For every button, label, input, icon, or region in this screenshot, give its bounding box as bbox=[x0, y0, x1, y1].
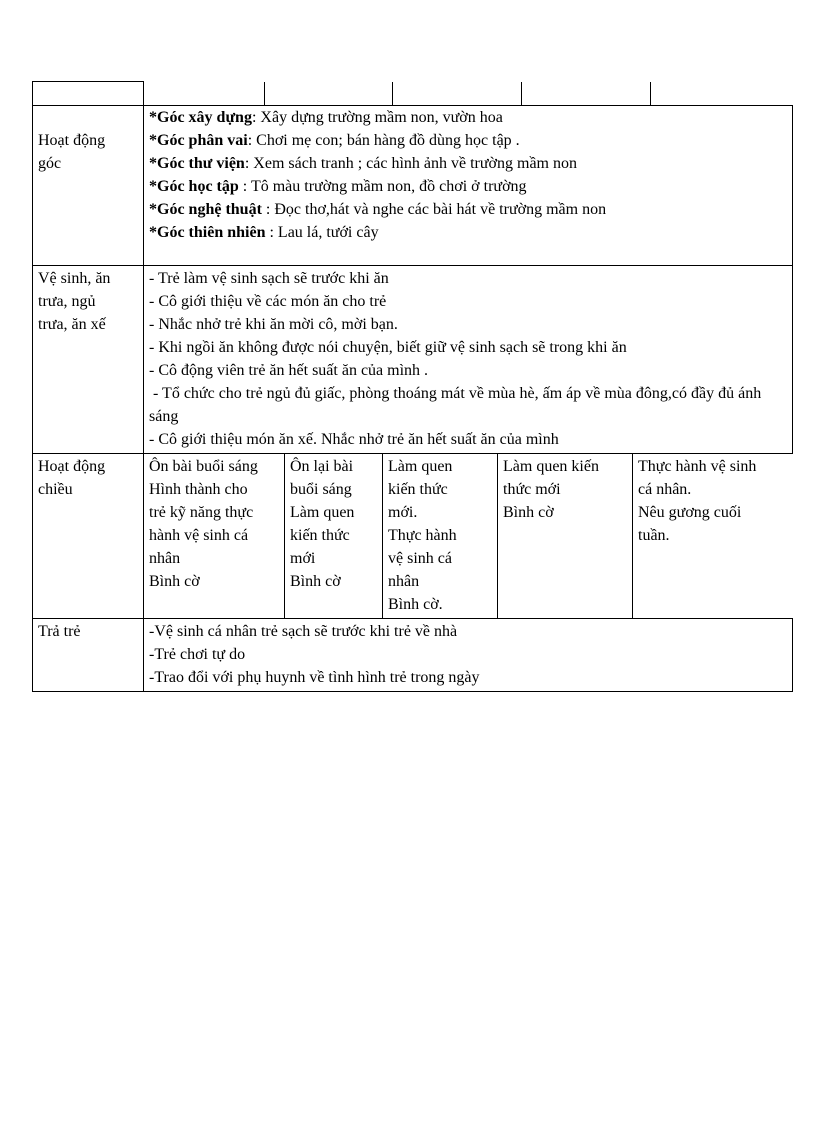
day-line: Ôn bài buổi sáng bbox=[149, 457, 258, 475]
day-line: Bình cờ. bbox=[388, 595, 443, 613]
empty-header-row bbox=[33, 82, 793, 106]
corner-text: Đọc thơ,hát và nghe các bài hát về trường mầm non bbox=[274, 200, 607, 218]
day-line: mới bbox=[290, 549, 316, 567]
meal-line: - Khi ngồi ăn không được nói chuyện, biết giữ vệ sinh sạch sẽ trong khi ăn bbox=[149, 338, 627, 356]
meal-line: - Cô giới thiệu món ăn xế. Nhắc nhở trẻ ăn hết suất ăn của mình bbox=[149, 430, 559, 448]
pickup-label bbox=[33, 618, 144, 691]
row-label-line: chiều bbox=[38, 480, 73, 498]
corner-text: Xem sách tranh ; các hình ảnh về trường mầm non bbox=[253, 154, 577, 172]
day-line: Bình cờ bbox=[290, 572, 341, 590]
separator: : bbox=[244, 154, 254, 172]
corner-text: Xây dựng trường mầm non, vườn hoa bbox=[260, 108, 503, 126]
day-line: kiến thức bbox=[388, 480, 448, 498]
meal-line: - Nhắc nhở trẻ khi ăn mời cô, mời bạn. bbox=[149, 315, 398, 333]
corner-title: *Góc thiên nhiên bbox=[149, 223, 266, 241]
day-line: Nêu gương cuối bbox=[638, 503, 742, 521]
afternoon-day-5 bbox=[633, 454, 793, 618]
day-line: nhân bbox=[388, 572, 420, 590]
row-label-line: Hoạt động bbox=[38, 457, 106, 475]
row-label-line: Trả trẻ bbox=[38, 622, 81, 640]
day-line: Hình thành cho bbox=[149, 480, 248, 498]
day-line: Thực hành vệ sinh bbox=[638, 457, 757, 475]
empty-cell-group bbox=[144, 82, 793, 106]
separator: : bbox=[265, 223, 278, 241]
day-line: vệ sinh cá bbox=[388, 549, 452, 567]
corner-item bbox=[149, 152, 787, 175]
day-line: Làm quen kiến bbox=[503, 457, 599, 475]
pickup-line: -Trẻ chơi tự do bbox=[149, 645, 246, 663]
day-line: tuần. bbox=[638, 526, 670, 544]
day-line: trẻ kỹ năng thực bbox=[149, 503, 254, 521]
meals-label bbox=[33, 265, 144, 453]
pickup-row bbox=[33, 618, 793, 691]
corner-title: *Góc nghệ thuật bbox=[149, 200, 262, 218]
corner-title: *Góc xây dựng bbox=[149, 108, 252, 126]
day-line: buổi sáng bbox=[290, 480, 352, 498]
corner-title: *Góc thư viện bbox=[149, 154, 245, 172]
corner-text: Chơi mẹ con; bán hàng đồ dùng học tập . bbox=[256, 131, 520, 149]
corner-activities-row bbox=[33, 105, 793, 265]
afternoon-days bbox=[144, 453, 793, 618]
day-line: mới. bbox=[388, 503, 418, 521]
afternoon-day-1 bbox=[144, 454, 285, 618]
meal-line: - Cô giới thiệu về các món ăn cho trẻ bbox=[149, 292, 387, 310]
empty-cell bbox=[651, 82, 793, 105]
day-line: kiến thức bbox=[290, 526, 350, 544]
row-label-line: Vệ sinh, ăn bbox=[38, 269, 111, 287]
empty-cell bbox=[33, 82, 144, 106]
empty-cell bbox=[265, 82, 393, 105]
day-line: Làm quen bbox=[388, 457, 453, 475]
pickup-line: -Vệ sinh cá nhân trẻ sạch sẽ trước khi trẻ về nhà bbox=[149, 622, 458, 640]
afternoon-row bbox=[33, 453, 793, 618]
meals-content bbox=[144, 265, 793, 453]
meal-line: - Cô động viên trẻ ăn hết suất ăn của mình . bbox=[149, 361, 429, 379]
day-line: Ôn lại bài bbox=[290, 457, 354, 475]
empty-cell bbox=[522, 82, 651, 105]
corner-title: *Góc phân vai bbox=[149, 131, 248, 149]
day-line: nhân bbox=[149, 549, 181, 567]
corner-text: Tô màu trường mầm non, đồ chơi ở trường bbox=[250, 177, 527, 195]
afternoon-day-2 bbox=[285, 454, 383, 618]
corner-item bbox=[149, 175, 787, 198]
empty-cell bbox=[144, 82, 265, 105]
corner-title: *Góc học tập bbox=[149, 177, 239, 195]
separator: : bbox=[261, 200, 275, 218]
separator: : bbox=[247, 131, 257, 149]
row-label-line: trưa, ngủ bbox=[38, 292, 96, 310]
row-label-line: trưa, ăn xế bbox=[38, 315, 106, 333]
corner-item bbox=[149, 129, 787, 152]
day-line: cá nhân. bbox=[638, 480, 692, 498]
schedule-table bbox=[32, 81, 793, 692]
day-line: Bình cờ bbox=[149, 572, 200, 590]
pickup-content bbox=[144, 618, 793, 691]
row-label-line: góc bbox=[38, 154, 62, 172]
empty-cell bbox=[393, 82, 522, 105]
meal-line: - Trẻ làm vệ sinh sạch sẽ trước khi ăn bbox=[149, 269, 389, 287]
day-line: Bình cờ bbox=[503, 503, 554, 521]
pickup-line: -Trao đổi với phụ huynh về tình hình trẻ trong ngày bbox=[149, 668, 480, 686]
corner-text: Lau lá, tưới cây bbox=[277, 223, 379, 241]
day-line: thức mới bbox=[503, 480, 561, 498]
meals-row bbox=[33, 265, 793, 453]
separator: : bbox=[251, 108, 261, 126]
afternoon-day-3 bbox=[383, 454, 498, 618]
afternoon-label bbox=[33, 453, 144, 618]
corner-item bbox=[149, 221, 787, 244]
corner-activities-content bbox=[144, 105, 793, 265]
separator: : bbox=[238, 177, 251, 195]
meal-line: - Tổ chức cho trẻ ngủ đủ giấc, phòng thoáng mát về mùa hè, ấm áp về mùa đông,có đầy đủ ánh sáng bbox=[149, 384, 766, 425]
schedule-page bbox=[32, 81, 792, 692]
corner-item bbox=[149, 198, 787, 221]
day-line: hành vệ sinh cá bbox=[149, 526, 249, 544]
day-line: Làm quen bbox=[290, 503, 355, 521]
corner-item bbox=[149, 106, 787, 129]
row-label-line: Hoạt động bbox=[38, 131, 106, 149]
day-line: Thực hành bbox=[388, 526, 457, 544]
corner-activities-label bbox=[33, 105, 144, 265]
afternoon-day-4 bbox=[498, 454, 633, 618]
